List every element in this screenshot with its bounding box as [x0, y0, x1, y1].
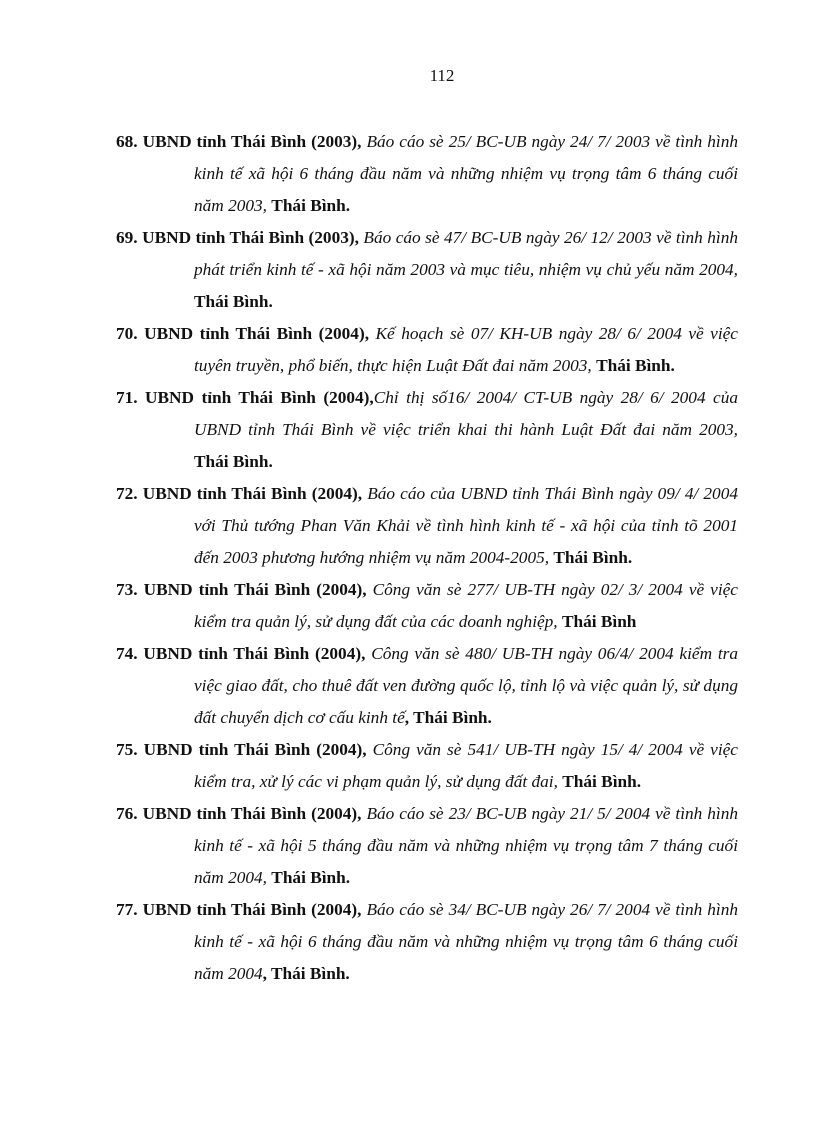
reference-author: UBND tỉnh Thái Bình (2004), — [143, 644, 366, 663]
reference-title: Báo cáo sè 47/ BC-UB ngày 26/ 12/ 2003 về tình hình phát triển kinh tế - xã hội năm 2003 và mục tiêu, nhiệm vụ chủ yếu năm 2004, — [194, 228, 739, 279]
reference-number: 71. — [116, 388, 138, 407]
reference-author: UBND tỉnh Thái Bình (2004), — [142, 484, 363, 503]
reference-number: 75. — [116, 740, 138, 759]
reference-place: , Thái Bình. — [262, 964, 350, 983]
reference-number: 77. — [116, 900, 138, 919]
reference-place: Thái Bình. — [271, 868, 351, 887]
reference-number: 72. — [116, 484, 138, 503]
reference-title: Công văn sè 277/ UB-TH ngày 02/ 3/ 2004 về việc kiểm tra quản lý, sử dụng đất của các doanh nghiệp, — [194, 580, 738, 631]
reference-place: Thái Bình. — [562, 772, 642, 791]
reference-author: UBND tỉnh Thái Bình (2003), — [142, 228, 359, 247]
reference-title: Báo cáo của UBND tỉnh Thái Bình ngày 09/ 4/ 2004 với Thủ tướng Phan Văn Khải về tình hình kinh tế - xã hội của tỉnh tõ 2001 đến 2003 phương hướng nhiệm vụ năm 2004-2005, — [194, 484, 738, 567]
reference-place: Thái Bình — [561, 612, 637, 631]
reference-author: UBND tỉnh Thái Bình (2004), — [145, 388, 374, 407]
reference-number: 76. — [116, 804, 138, 823]
reference-place: Thái Bình. — [271, 196, 351, 215]
reference-author: UBND tỉnh Thái Bình (2003), — [142, 132, 362, 151]
reference-item — [116, 318, 738, 382]
reference-author: UBND tỉnh Thái Bình (2004), — [143, 740, 367, 759]
reference-item — [116, 478, 738, 574]
reference-place: Thái Bình. — [553, 548, 633, 567]
reference-number: 74. — [116, 644, 138, 663]
reference-number: 70. — [116, 324, 138, 343]
reference-place: Thái Bình. — [194, 292, 273, 311]
reference-title: Kế hoạch sè 07/ KH-UB ngày 28/ 6/ 2004 về việc tuyên truyền, phổ biến, thực hiện Luật Đất đai năm 2003, — [194, 324, 738, 375]
reference-item — [116, 574, 738, 638]
reference-place: , Thái Bình. — [404, 708, 492, 727]
reference-title: Báo cáo sè 34/ BC-UB ngày 26/ 7/ 2004 về tình hình kinh tế - xã hội 6 tháng đầu năm và những nhiệm vụ trọng tâm 6 tháng cuối năm 2004 — [194, 900, 738, 983]
reference-item — [116, 798, 738, 894]
reference-place: Thái Bình. — [596, 356, 675, 375]
reference-item — [116, 734, 738, 798]
reference-title: Báo cáo sè 25/ BC-UB ngày 24/ 7/ 2003 về tình hình kinh tế xã hội 6 tháng đầu năm và những nhiệm vụ trọng tâm 6 tháng cuối năm 2003, — [194, 132, 738, 215]
reference-item — [116, 222, 738, 318]
reference-author: UBND tỉnh Thái Bình (2004), — [143, 580, 367, 599]
reference-author: UBND tỉnh Thái Bình (2004), — [144, 324, 370, 343]
reference-item — [116, 638, 738, 734]
reference-title: Công văn sè 480/ UB-TH ngày 06/4/ 2004 kiểm tra việc giao đất, cho thuê đất ven đường quốc lộ, tỉnh lộ và việc quản lý, sử dụng đất chuyển dịch cơ cấu kinh tế — [194, 644, 738, 727]
reference-author: UBND tỉnh Thái Bình (2004), — [142, 900, 362, 919]
reference-number: 68. — [116, 132, 138, 151]
reference-item — [116, 126, 738, 222]
reference-title: Công văn sè 541/ UB-TH ngày 15/ 4/ 2004 về việc kiểm tra, xử lý các vi phạm quản lý, sử dụng đất đai, — [194, 740, 738, 791]
reference-title: Chỉ thị số16/ 2004/ CT-UB ngày 28/ 6/ 2004 của UBND tỉnh Thái Bình về việc triển khai thi hành Luật Đất đai năm 2003, — [194, 388, 738, 439]
reference-number: 69. — [116, 228, 138, 247]
reference-item — [116, 894, 738, 990]
reference-place: Thái Bình. — [194, 452, 273, 471]
reference-author: UBND tỉnh Thái Bình (2004), — [142, 804, 362, 823]
page-number: 112 — [429, 66, 455, 85]
reference-number: 73. — [116, 580, 138, 599]
reference-list — [116, 126, 738, 990]
reference-item — [116, 382, 738, 478]
reference-title: Báo cáo sè 23/ BC-UB ngày 21/ 5/ 2004 về tình hình kinh tế - xã hội 5 tháng đầu năm và những nhiệm vụ trọng tâm 7 tháng cuối năm 2004, — [194, 804, 738, 887]
